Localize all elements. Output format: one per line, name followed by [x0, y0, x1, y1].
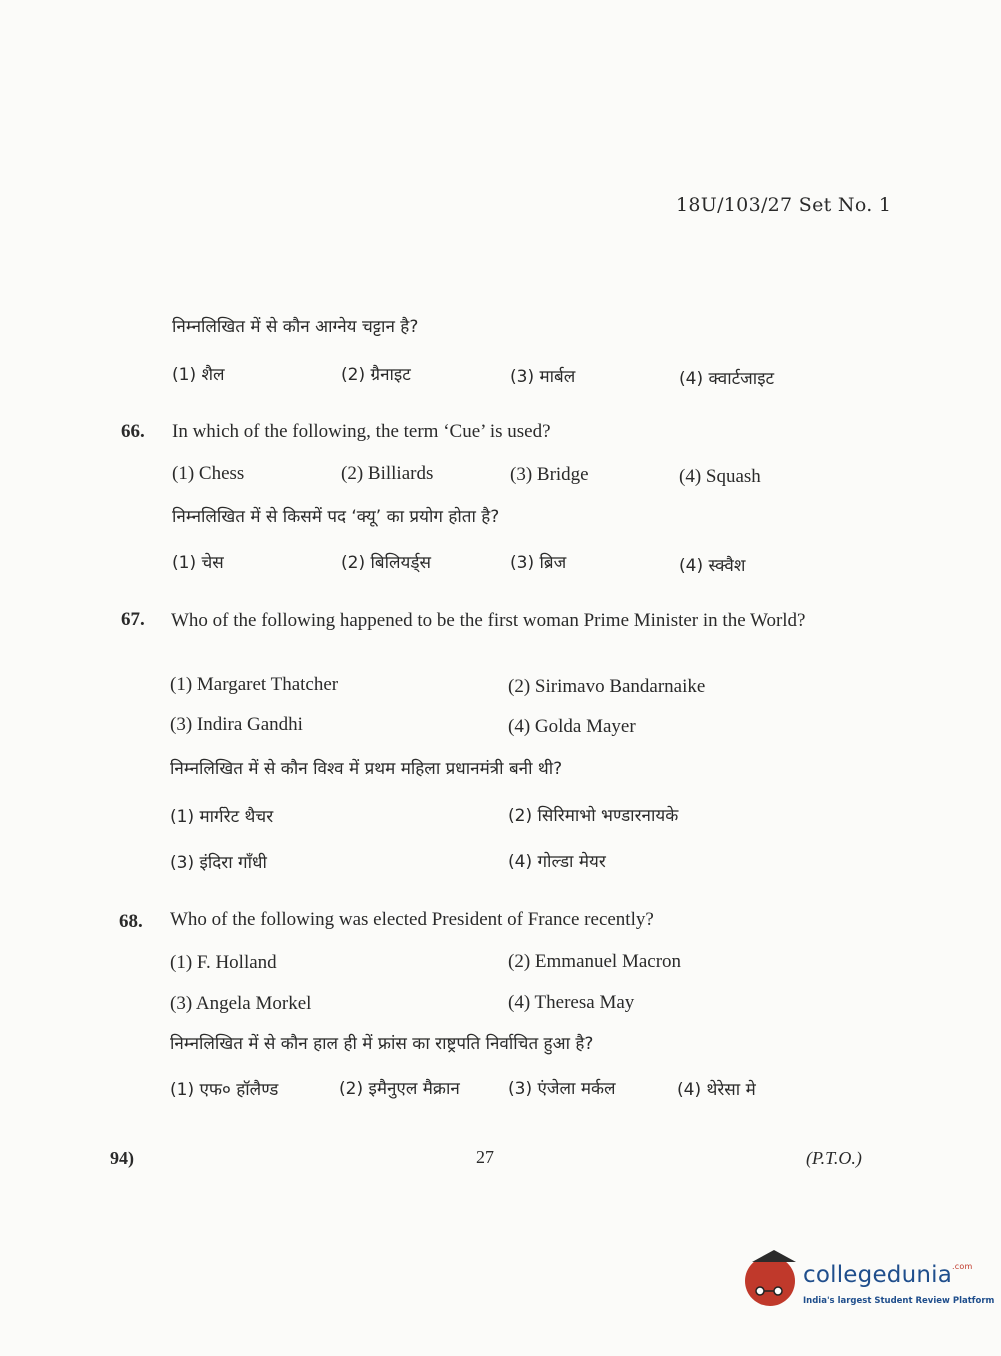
q66-hindi-text: निम्नलिखित में से किसमें पद ‘क्यू’ का प्रयोग होता है? [172, 507, 500, 527]
q68-hindi-option-1: (1) एफ० हॉलैण्ड [170, 1080, 279, 1100]
q67-option-2: (2) Sirimavo Bandarnaike [508, 676, 706, 697]
q65-hindi-option-1: (1) शैल [172, 365, 225, 385]
q68-hindi-option-3: (3) एंजेला मर्कल [508, 1079, 616, 1099]
q66-number: 66. [121, 421, 145, 442]
q67-hindi-text: निम्नलिखित में से कौन विश्व में प्रथम महिला प्रधानमंत्री बनी थी? [170, 759, 563, 779]
pto-label: (P.T.O.) [806, 1148, 862, 1168]
page-number: 27 [476, 1147, 494, 1167]
q68-option-4: (4) Theresa May [508, 992, 635, 1013]
q65-hindi-text: निम्नलिखित में से कौन आग्नेय चट्टान है? [172, 317, 419, 337]
q68-hindi-option-4: (4) थेरेसा मे [677, 1080, 756, 1100]
q68-hindi-text: निम्नलिखित में से कौन हाल ही में फ्रांस का राष्ट्रपति निर्वाचित हुआ है? [170, 1034, 594, 1054]
q67-hindi-option-4: (4) गोल्डा मेयर [508, 852, 606, 872]
q67-option-4: (4) Golda Mayer [508, 716, 636, 737]
q67-option-3: (3) Indira Gandhi [170, 714, 303, 735]
q68-number: 68. [119, 911, 143, 932]
q68-question: Who of the following was elected President of France recently? [170, 909, 654, 930]
brand-name: collegedunia$^{.com}$ [803, 1262, 973, 1288]
q68-option-1: (1) F. Holland [170, 952, 277, 973]
q66-hindi-option-3: (3) ब्रिज [510, 553, 567, 573]
q65-hindi-option-4: (4) क्वार्टजाइट [679, 369, 775, 389]
q68-option-2: (2) Emmanuel Macron [508, 951, 682, 972]
q66-question: In which of the following, the term ‘Cue’ is used? [172, 421, 551, 442]
q66-option-1: (1) Chess [172, 463, 245, 484]
graduation-cap-icon [752, 1250, 796, 1262]
q66-option-4: (4) Squash [679, 466, 761, 487]
set-number-header: 18U/103/27 Set No. 1 [676, 194, 892, 216]
q67-hindi-option-2: (2) सिरिमाभो भण्डारनायके [508, 806, 679, 826]
q66-option-3: (3) Bridge [510, 464, 589, 485]
q66-hindi-option-2: (2) बिलियर्ड्स [341, 553, 431, 573]
q65-hindi-option-2: (2) ग्रैनाइट [341, 365, 411, 385]
q67-number: 67. [121, 609, 145, 630]
q67-hindi-option-1: (1) मार्गरेट थैचर [170, 807, 274, 827]
q67-question: Who of the following happened to be the first woman Prime Minister in the World? [171, 610, 806, 631]
footer-code: 94) [110, 1148, 134, 1168]
q65-hindi-option-3: (3) मार्बल [510, 367, 576, 387]
q67-hindi-option-3: (3) इंदिरा गाँधी [170, 853, 267, 873]
q66-hindi-option-1: (1) चेस [172, 553, 224, 573]
q68-hindi-option-2: (2) इमैनुएल मैक्रान [339, 1079, 460, 1099]
q66-hindi-option-4: (4) स्क्वैश [679, 556, 746, 576]
mascot-icon [745, 1256, 795, 1306]
q67-option-1: (1) Margaret Thatcher [170, 674, 339, 695]
q66-option-2: (2) Billiards [341, 463, 434, 484]
q68-option-3: (3) Angela Morkel [170, 993, 312, 1014]
glasses-icon [752, 1286, 788, 1296]
brand-tagline: India's largest Student Review Platform [803, 1296, 995, 1306]
brand-suffix: .com [952, 1262, 973, 1271]
